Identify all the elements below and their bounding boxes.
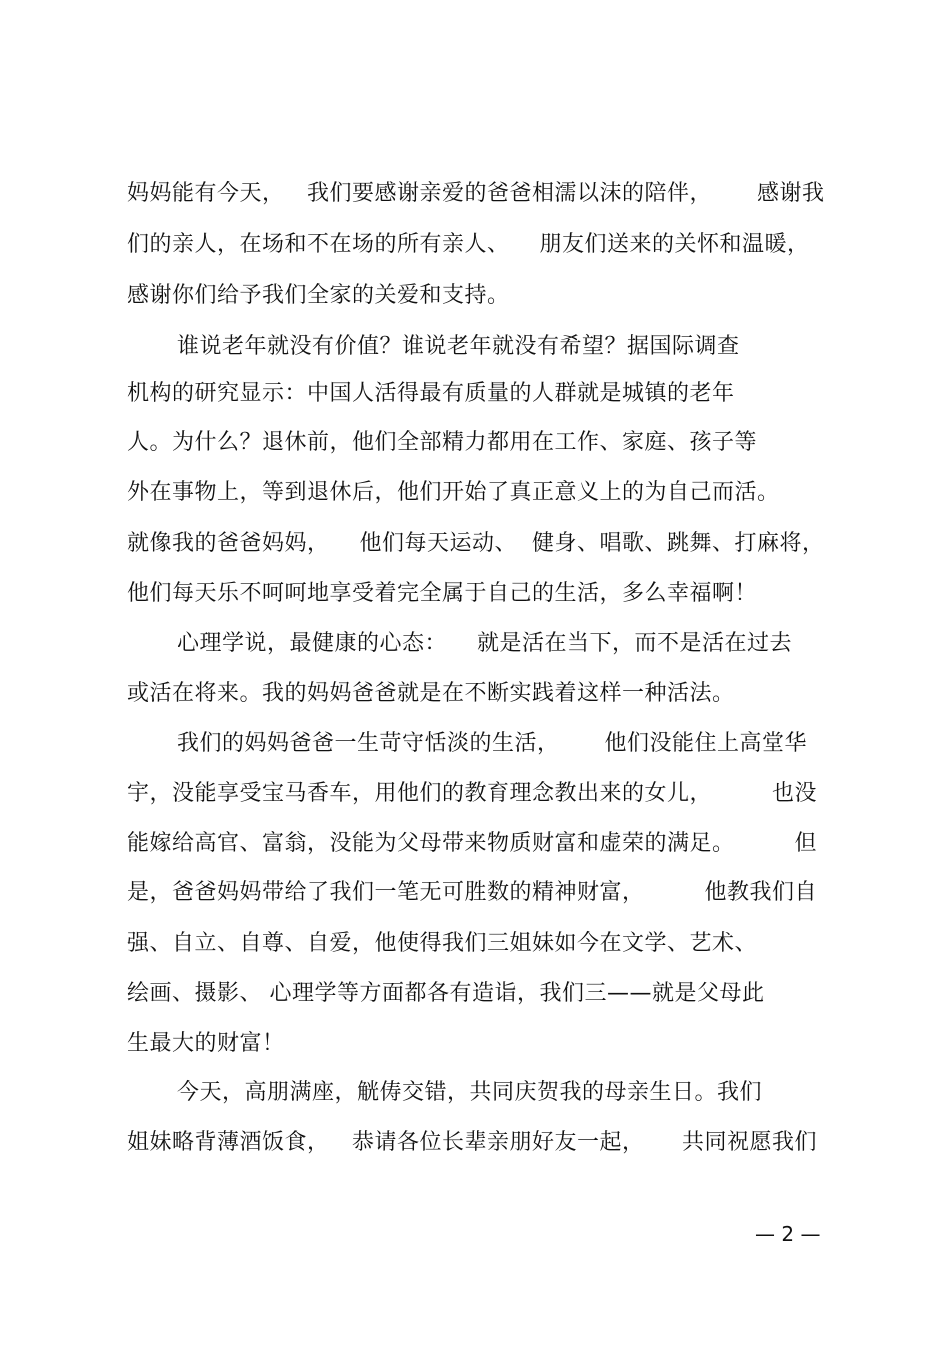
text-line: 感谢你们给予我们全家的关爱和支持。 — [127, 283, 510, 308]
text-line: 人。为什么？退休前，他们全部精力都用在工作、家庭、孩子等 — [127, 430, 758, 455]
text-line: 姐妹略背薄酒饭食， 恭请各位长辈亲朋好友一起， 共同祝愿我们 — [127, 1130, 817, 1155]
text-line: 强、自立、自尊、自爱，他使得我们三姐妹如今在文学、艺术、 — [127, 931, 758, 956]
text-line: 他们每天乐不呵呵地享受着完全属于自己的生活，多么幸福啊！ — [127, 581, 758, 606]
text-line: 能嫁给高官、富翁，没能为父母带来物质财富和虚荣的满足。 但 — [127, 831, 817, 856]
text-line: 谁说老年就没有价值？谁说老年就没有希望？据国际调查 — [177, 334, 740, 359]
text-line: 心理学说，最健康的心态： 就是活在当下，而不是活在过去 — [177, 631, 792, 656]
text-line: 或活在将来。我的妈妈爸爸就是在不断实践着这样一种活法。 — [127, 681, 735, 706]
text-line: 外在事物上，等到退休后，他们开始了真正意义上的为自己而活。 — [127, 480, 780, 505]
text-line: 就像我的爸爸妈妈， 他们每天运动、 健身、唱歌、跳舞、打麻将， — [127, 531, 825, 556]
text-line: 今天，高朋满座，觥俦交错，共同庆贺我的母亲生日。我们 — [177, 1080, 763, 1105]
text-line: 机构的研究显示：中国人活得最有质量的人群就是城镇的老年 — [127, 381, 735, 406]
text-line: 绘画、摄影、 心理学等方面都各有造诣，我们三——就是父母此 — [127, 981, 765, 1006]
text-line: 们的亲人，在场和不在场的所有亲人、 朋友们送来的关怀和温暖， — [127, 232, 810, 257]
text-line: 宇，没能享受宝马香车，用他们的教育理念教出来的女儿， 也没 — [127, 781, 817, 806]
text-line: 妈妈能有今天， 我们要感谢亲爱的爸爸相濡以沫的陪伴， 感谢我 — [127, 181, 825, 206]
text-line: 是，爸爸妈妈带给了我们一笔无可胜数的精神财富， 他教我们自 — [127, 880, 817, 905]
page-number: — 2 — — [755, 1222, 821, 1246]
text-line: 我们的妈妈爸爸一生苛守恬淡的生活， 他们没能住上高堂华 — [177, 731, 807, 756]
text-line: 生最大的财富！ — [127, 1031, 285, 1056]
